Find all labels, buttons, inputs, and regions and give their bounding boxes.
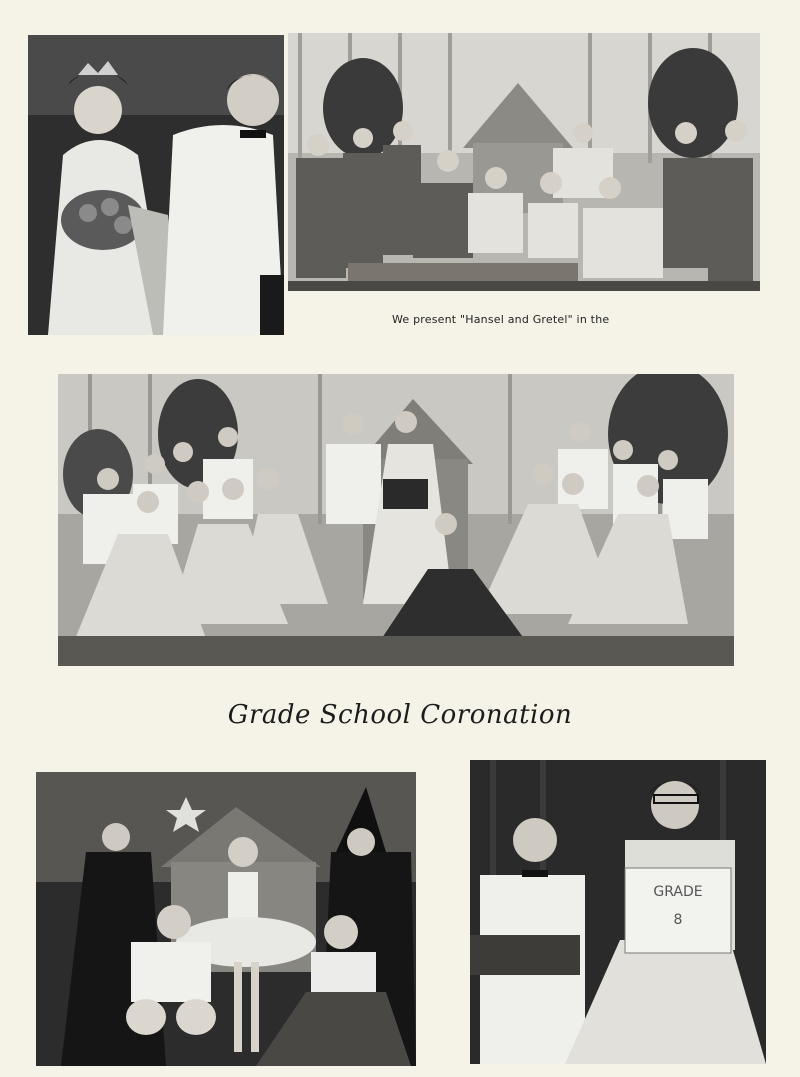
- photo-witch-and-ballerina-image: [36, 772, 416, 1066]
- caption-hansel-and-gretel: We present "Hansel and Gretel" in the: [392, 313, 610, 326]
- photo-witch-and-ballerina: [36, 772, 416, 1066]
- photo-queen-and-king: [28, 35, 284, 335]
- photo-coronation-court: [58, 374, 734, 666]
- page-heading: Grade School Coronation: [227, 700, 573, 730]
- photo-queen-and-king-image: [28, 35, 284, 335]
- photo-hansel-and-gretel-cast-image: [288, 33, 760, 291]
- photo-coronation-court-image: [58, 374, 734, 666]
- photo-hansel-and-gretel-cast: [288, 33, 760, 291]
- grade-sign-text: GRADE 8: [653, 884, 703, 928]
- photo-grade-8-sign: [470, 760, 766, 1064]
